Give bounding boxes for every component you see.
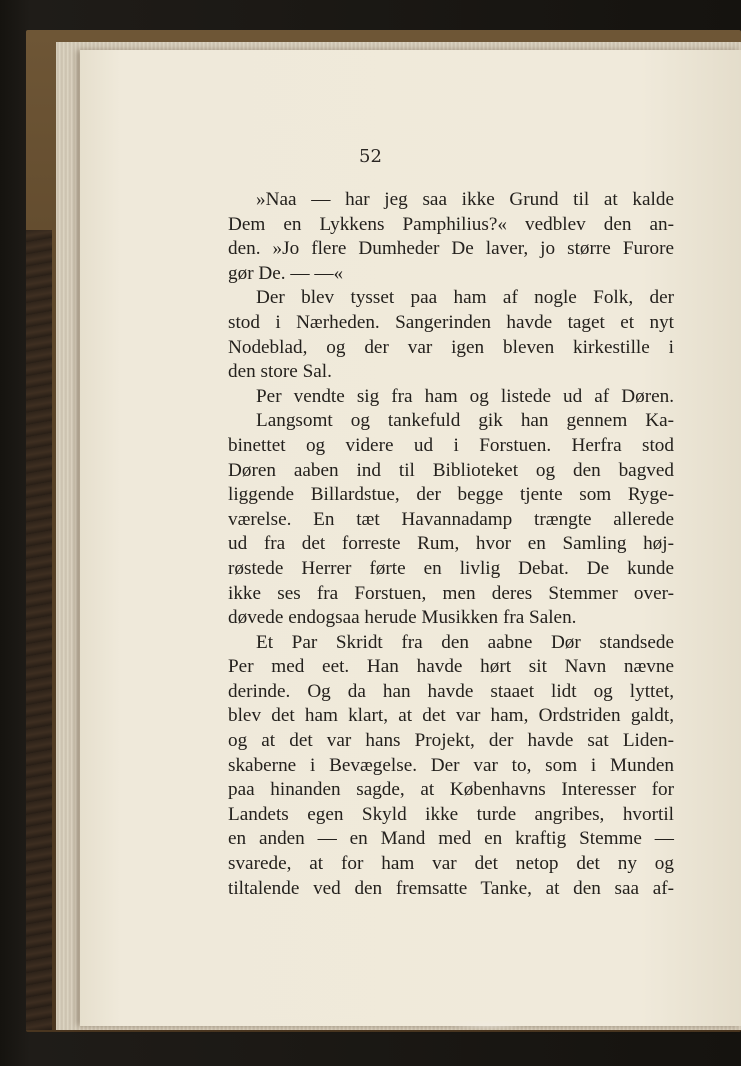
text-line: skaberne i Bevægelse. Der var to, som i Munden — [228, 754, 674, 776]
text-line: blev det ham klart, at det var ham, Ordstriden galdt, — [228, 705, 674, 727]
text-line: røstede Herrer førte en livlig Debat. De kunde — [228, 557, 674, 579]
text-line: værelse. En tæt Havannadamp trængte allerede — [228, 508, 674, 530]
text-line: »Naa — har jeg saa ikke Grund til at kalde — [256, 189, 674, 210]
text-line: Per vendte sig fra ham og listede ud af Døren. — [256, 385, 674, 407]
text-line: den. »Jo flere Dumheder De laver, jo større Furore — [228, 238, 674, 260]
text-line: Nodeblad, og der var igen bleven kirkestille i — [228, 336, 674, 358]
bottom-edge-mark — [448, 1020, 528, 1030]
text-line: paa hinanden sagde, at Københavns Interesser for — [228, 779, 674, 801]
text-line: Landets egen Skyld ikke turde angribes, hvortil — [228, 803, 674, 825]
text-line: tiltalende ved den fremsatte Tanke, at den saa af- — [228, 877, 674, 899]
text-line: svarede, at for ham var det netop det ny og — [228, 853, 674, 875]
page-number: 52 — [359, 146, 382, 167]
cover-marbled-edge — [26, 230, 52, 1030]
text-line: Døren aaben ind til Biblioteket og den bagved — [228, 459, 674, 481]
text-line: den store Sal. — [228, 361, 332, 383]
text-line: Et Par Skridt fra den aabne Dør standsede — [256, 631, 674, 653]
text-line: døvede endogsaa herude Musikken fra Salen. — [228, 607, 577, 629]
body-text — [228, 188, 674, 901]
text-line: stod i Nærheden. Sangerinden havde taget et nyt — [228, 311, 674, 333]
text-line: ud fra det forreste Rum, hvor en Samling høj- — [228, 533, 674, 555]
text-line: Der blev tysset paa ham af nogle Folk, der — [256, 287, 674, 309]
text-line: ikke ses fra Forstuen, men deres Stemmer over- — [228, 582, 674, 604]
text-line: binettet og videre ud i Forstuen. Herfra stod — [228, 434, 674, 456]
text-line: gør De. — —« — [228, 262, 344, 284]
text-line: Langsomt og tankefuld gik han gennem Ka- — [256, 410, 674, 432]
text-line: en anden — en Mand med en kraftig Stemme — — [228, 828, 674, 850]
text-line: Dem en Lykkens Pamphilius?« vedblev den an- — [228, 213, 674, 235]
text-line: Per med eet. Han havde hørt sit Navn nævne — [228, 656, 674, 678]
text-line: derinde. Og da han havde staaet lidt og lyttet, — [228, 680, 674, 702]
text-line: og at det var hans Projekt, der havde sat Liden- — [228, 730, 674, 752]
text-line: liggende Billardstue, der begge tjente som Ryge- — [228, 484, 674, 506]
